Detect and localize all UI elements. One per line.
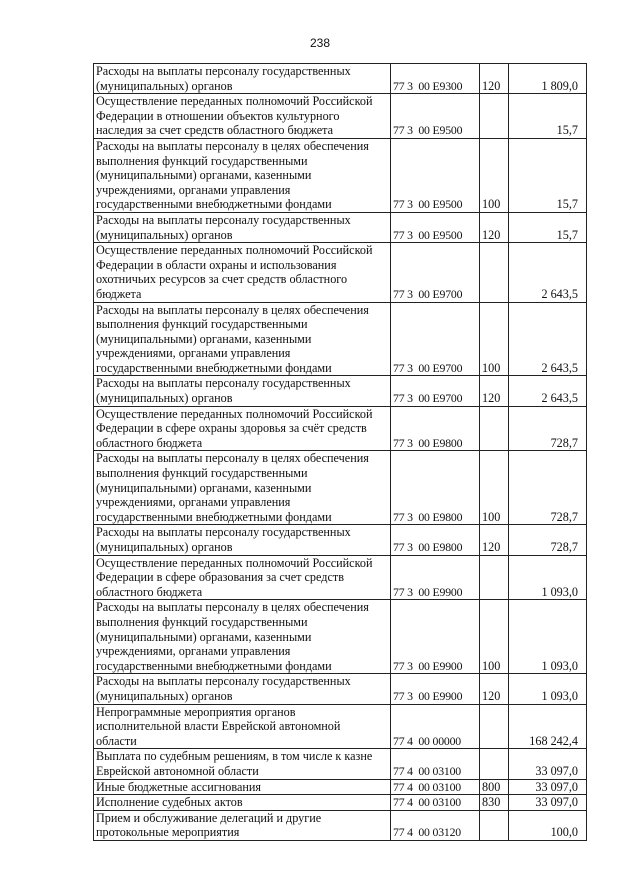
row-expense-type — [480, 94, 509, 139]
row-expense-type — [480, 555, 509, 600]
description-line: протокольные мероприятия — [96, 825, 240, 840]
row-expense-type — [480, 749, 509, 779]
description-line: Расходы на выплаты персоналу государственных — [96, 525, 351, 540]
row-code: 77 3 00 Е9800 — [391, 406, 480, 451]
description-line: (муниципальных) органов — [96, 391, 233, 406]
row-amount: 728,7 — [509, 406, 587, 451]
row-amount: 1 093,0 — [509, 600, 587, 674]
row-description — [94, 376, 391, 406]
table-row — [94, 674, 587, 704]
description-line: Расходы на выплаты персоналу государственных — [96, 376, 351, 391]
row-expense-type: 120 — [480, 64, 509, 94]
description-line: выполнения функций государственными — [96, 317, 308, 332]
description-line: областного бюджета — [96, 435, 203, 450]
row-amount: 2 643,5 — [509, 376, 587, 406]
description-line: (муниципальных) органов — [96, 688, 233, 703]
table-row — [94, 406, 587, 451]
table-row — [94, 779, 587, 795]
row-code: 77 3 00 Е9700 — [391, 376, 480, 406]
row-amount: 168 242,4 — [509, 704, 587, 749]
description-line: (муниципальных) органов — [96, 227, 233, 242]
description-line: выполнения функций государственными — [96, 614, 308, 629]
row-description — [94, 674, 391, 704]
row-amount: 1 809,0 — [509, 64, 587, 94]
description-line: Расходы на выплаты персоналу государственных — [96, 212, 351, 227]
table-row — [94, 302, 587, 376]
table-row — [94, 243, 587, 302]
row-code: 77 3 00 Е9900 — [391, 674, 480, 704]
row-expense-type: 120 — [480, 674, 509, 704]
table-row — [94, 451, 587, 525]
row-code: 77 4 00 03100 — [391, 795, 480, 811]
description-line: (муниципальных) органов — [96, 540, 233, 554]
description-line: Расходы на выплаты персоналу в целях обеспечения — [96, 600, 369, 615]
row-description — [94, 600, 391, 674]
description-line: (муниципальными) органами, казенными — [96, 629, 312, 644]
description-line: Федерации в области охраны и использования — [96, 257, 337, 272]
row-code: 77 3 00 Е9900 — [391, 600, 480, 674]
row-code: 77 4 00 00000 — [391, 704, 480, 749]
row-code: 77 4 00 03120 — [391, 810, 480, 840]
description-line: Осуществление переданных полномочий Российской — [96, 243, 373, 258]
table-row — [94, 376, 587, 406]
description-line: Выплата по судебным решениям, в том числе к казне — [96, 749, 373, 764]
description-line: государственными внебюджетными фондами — [96, 360, 332, 375]
row-amount: 1 093,0 — [509, 674, 587, 704]
row-code: 77 3 00 Е9500 — [391, 138, 480, 212]
table-row — [94, 600, 587, 674]
row-expense-type: 800 — [480, 779, 509, 795]
row-amount: 33 097,0 — [509, 779, 587, 795]
row-expense-type — [480, 243, 509, 302]
row-code: 77 3 00 Е9500 — [391, 94, 480, 139]
description-line: государственными внебюджетными фондами — [96, 509, 332, 524]
description-line: Федерации в отношении объектов культурного — [96, 108, 340, 123]
table-row — [94, 212, 587, 242]
row-expense-type — [480, 704, 509, 749]
row-amount: 2 643,5 — [509, 302, 587, 376]
table-row — [94, 525, 587, 555]
description-line: наследия за счет средств областного бюджета — [96, 123, 333, 138]
description-line: Осуществление переданных полномочий Российской — [96, 94, 373, 109]
row-expense-type: 100 — [480, 451, 509, 525]
description-line: областного бюджета — [96, 584, 203, 599]
description-line: (муниципальными) органами, казенными — [96, 168, 312, 183]
row-expense-type: 100 — [480, 138, 509, 212]
description-line: государственными внебюджетными фондами — [96, 197, 332, 212]
row-code: 77 4 00 03100 — [391, 779, 480, 795]
description-line: выполнения функций государственными — [96, 466, 308, 481]
row-amount: 1 093,0 — [509, 555, 587, 600]
description-line: Иные бюджетные ассигнования — [96, 779, 262, 794]
row-expense-type — [480, 810, 509, 840]
description-line: Расходы на выплаты персоналу в целях обеспечения — [96, 302, 369, 317]
row-description — [94, 795, 391, 811]
row-amount: 2 643,5 — [509, 243, 587, 302]
row-code: 77 3 00 Е9900 — [391, 555, 480, 600]
description-line: Прием и обслуживание делегаций и другие — [96, 810, 322, 825]
description-line: учреждениями, органами управления — [96, 182, 291, 197]
description-line: исполнительной власти Еврейской автономной — [96, 719, 341, 734]
row-code: 77 3 00 Е9800 — [391, 451, 480, 525]
table-row — [94, 704, 587, 749]
description-line: Федерации в сфере образования за счет средств — [96, 570, 344, 585]
row-amount: 15,7 — [509, 94, 587, 139]
row-expense-type: 830 — [480, 795, 509, 811]
description-line: выполнения функций государственными — [96, 153, 308, 168]
description-line: Осуществление переданных полномочий Российской — [96, 555, 373, 570]
description-line: Еврейской автономной области — [96, 763, 259, 778]
row-amount: 728,7 — [509, 451, 587, 525]
description-line: бюджета — [96, 286, 142, 301]
row-description — [94, 704, 391, 749]
row-description — [94, 243, 391, 302]
row-amount: 728,7 — [509, 525, 587, 555]
budget-table — [93, 63, 587, 841]
description-line: Исполнение судебных актов — [96, 795, 243, 810]
table-body — [94, 64, 587, 841]
table-row — [94, 64, 587, 94]
description-line: (муниципальными) органами, казенными — [96, 331, 312, 346]
row-description — [94, 779, 391, 795]
row-code: 77 3 00 Е9700 — [391, 243, 480, 302]
row-description — [94, 212, 391, 242]
row-description — [94, 406, 391, 451]
row-expense-type — [480, 406, 509, 451]
row-description — [94, 138, 391, 212]
description-line: Расходы на выплаты персоналу в целях обеспечения — [96, 138, 369, 153]
description-line: (муниципальных) органов — [96, 78, 233, 93]
description-line: области — [96, 733, 137, 748]
row-description — [94, 555, 391, 600]
table-row — [94, 810, 587, 840]
row-amount: 15,7 — [509, 138, 587, 212]
row-expense-type: 120 — [480, 525, 509, 555]
row-description — [94, 810, 391, 840]
row-amount: 100,0 — [509, 810, 587, 840]
row-code: 77 3 00 Е9700 — [391, 302, 480, 376]
table-row — [94, 795, 587, 811]
row-code: 77 3 00 Е9800 — [391, 525, 480, 555]
description-line: государственными внебюджетными фондами — [96, 658, 332, 673]
row-amount: 33 097,0 — [509, 795, 587, 811]
table-row — [94, 94, 587, 139]
description-line: Расходы на выплаты персоналу государственных — [96, 64, 351, 78]
row-description — [94, 749, 391, 779]
row-expense-type: 120 — [480, 212, 509, 242]
row-expense-type: 120 — [480, 376, 509, 406]
description-line: учреждениями, органами управления — [96, 346, 291, 361]
row-description — [94, 451, 391, 525]
row-code: 77 3 00 Е9300 — [391, 64, 480, 94]
row-description — [94, 302, 391, 376]
row-code: 77 3 00 Е9500 — [391, 212, 480, 242]
description-line: Осуществление переданных полномочий Российской — [96, 406, 373, 421]
row-amount: 33 097,0 — [509, 749, 587, 779]
row-expense-type: 100 — [480, 302, 509, 376]
row-amount: 15,7 — [509, 212, 587, 242]
row-description — [94, 94, 391, 139]
description-line: охотничьих ресурсов за счет средств областного — [96, 272, 348, 287]
table-row — [94, 138, 587, 212]
description-line: Непрограммные мероприятия органов — [96, 704, 296, 719]
description-line: учреждениями, органами управления — [96, 644, 291, 659]
description-line: Федерации в сфере охраны здоровья за счёт средств — [96, 421, 367, 436]
description-line: Расходы на выплаты персоналу в целях обеспечения — [96, 451, 369, 466]
table-row — [94, 749, 587, 779]
row-description — [94, 64, 391, 94]
description-line: Расходы на выплаты персоналу государственных — [96, 674, 351, 689]
row-description — [94, 525, 391, 555]
description-line: учреждениями, органами управления — [96, 495, 291, 510]
row-code: 77 4 00 03100 — [391, 749, 480, 779]
table-row — [94, 555, 587, 600]
row-expense-type: 100 — [480, 600, 509, 674]
page-number: 238 — [309, 36, 331, 50]
description-line: (муниципальными) органами, казенными — [96, 480, 312, 495]
